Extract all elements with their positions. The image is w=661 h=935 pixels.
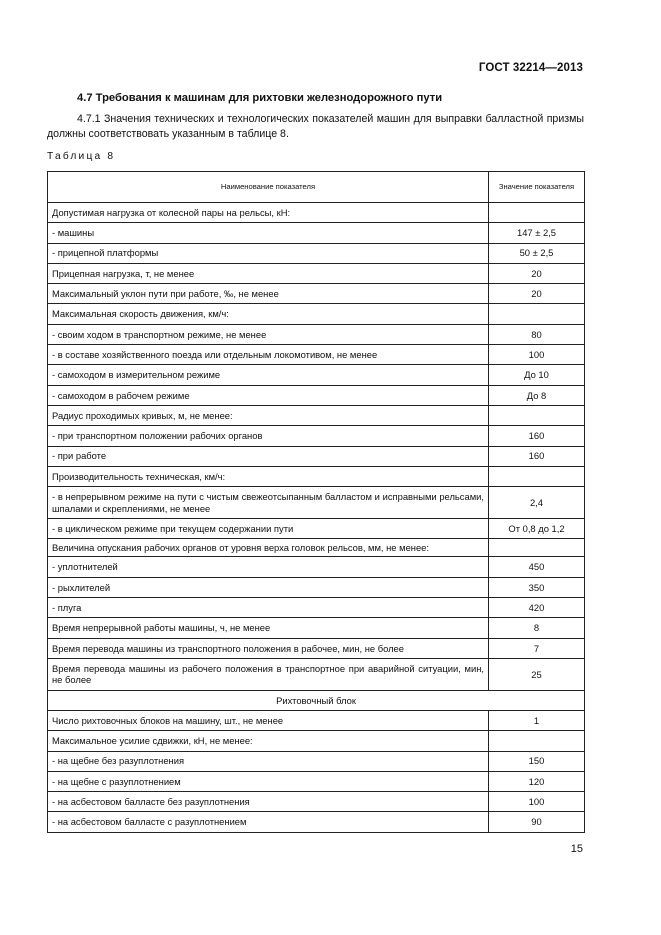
- row-value: 147 ± 2,5: [489, 223, 585, 243]
- row-name: - на щебне с разуплотнением: [48, 771, 489, 791]
- table-row: [48, 405, 585, 425]
- row-name: - при транспортном положении рабочих органов: [48, 426, 489, 446]
- row-name: - в составе хозяйственного поезда или отдельным локомотивом, не менее: [48, 345, 489, 365]
- table-row: [48, 598, 585, 618]
- table-row: [48, 324, 585, 344]
- table-row: [48, 519, 585, 539]
- table-row: [48, 203, 585, 223]
- row-name: - на щебне без разуплотнения: [48, 751, 489, 771]
- row-name: Производительность техническая, км/ч:: [48, 466, 489, 486]
- table-row: [48, 731, 585, 751]
- row-value: [489, 539, 585, 557]
- table-row: [48, 658, 585, 690]
- row-value: [489, 304, 585, 324]
- row-value: 150: [489, 751, 585, 771]
- row-name: Максимальная скорость движения, км/ч:: [48, 304, 489, 324]
- row-name: Время перевода машины из транспортного положения в рабочее, мин, не более: [48, 638, 489, 658]
- row-value: 20: [489, 263, 585, 283]
- standard-id: ГОСТ 32214—2013: [478, 62, 583, 74]
- row-name: - самоходом в рабочем режиме: [48, 385, 489, 405]
- table-body: [48, 203, 585, 833]
- table-row: [48, 751, 585, 771]
- row-name: Время непрерывной работы машины, ч, не менее: [48, 618, 489, 638]
- row-value: 2,4: [489, 487, 585, 519]
- table-header-row: [48, 172, 585, 203]
- table-section-row: [48, 690, 585, 710]
- row-name: - рыхлителей: [48, 577, 489, 597]
- table-row: [48, 771, 585, 791]
- table-row: [48, 243, 585, 263]
- row-value: [489, 731, 585, 751]
- row-name: - машины: [48, 223, 489, 243]
- row-value: 100: [489, 792, 585, 812]
- row-name: Максимальный уклон пути при работе, ‰, не менее: [48, 284, 489, 304]
- row-value: 25: [489, 658, 585, 690]
- row-name: - уплотнителей: [48, 557, 489, 577]
- row-value: 450: [489, 557, 585, 577]
- table-row: [48, 487, 585, 519]
- table-row: [48, 812, 585, 832]
- table-row: [48, 284, 585, 304]
- row-name: Прицепная нагрузка, т, не менее: [48, 263, 489, 283]
- table-row: [48, 466, 585, 486]
- table-row: [48, 710, 585, 730]
- row-value: 80: [489, 324, 585, 344]
- row-value: 1: [489, 710, 585, 730]
- row-value: 100: [489, 345, 585, 365]
- row-value: От 0,8 до 1,2: [489, 519, 585, 539]
- row-value: 160: [489, 446, 585, 466]
- row-name: - при работе: [48, 446, 489, 466]
- table-row: [48, 365, 585, 385]
- row-name: Радиус проходимых кривых, м, не менее:: [48, 405, 489, 425]
- row-value: 20: [489, 284, 585, 304]
- column-header-name: Наименование показателя: [48, 172, 489, 203]
- row-value: 420: [489, 598, 585, 618]
- column-header-value: Значение показателя: [489, 172, 585, 203]
- row-value: [489, 466, 585, 486]
- row-value: До 10: [489, 365, 585, 385]
- table-row: [48, 263, 585, 283]
- table-row: [48, 446, 585, 466]
- row-value: 350: [489, 577, 585, 597]
- table-row: [48, 385, 585, 405]
- table-row: [48, 426, 585, 446]
- row-value: 90: [489, 812, 585, 832]
- row-name: - самоходом в измерительном режиме: [48, 365, 489, 385]
- table-row: [48, 792, 585, 812]
- table-row: [48, 304, 585, 324]
- row-name: Максимальное усилие сдвижки, кН, не менее:: [48, 731, 489, 751]
- row-name: - на асбестовом балласте без разуплотнения: [48, 792, 489, 812]
- row-value: 7: [489, 638, 585, 658]
- section-heading: 4.7 Требования к машинам для рихтовки железнодорожного пути: [77, 92, 443, 104]
- table-row: [48, 577, 585, 597]
- table-row: [48, 539, 585, 557]
- row-name: - в циклическом режиме при текущем содержании пути: [48, 519, 489, 539]
- row-value: [489, 203, 585, 223]
- table-row: [48, 618, 585, 638]
- row-name: - на асбестовом балласте с разуплотнением: [48, 812, 489, 832]
- table-row: [48, 557, 585, 577]
- table-row: [48, 345, 585, 365]
- row-name: Время перевода машины из рабочего положения в транспортное при аварийной ситуации, мин, не более: [48, 658, 489, 690]
- section-paragraph: 4.7.1 Значения технических и технологических показателей машин для выправки балластной призмы должны соответствовать указанным в таблице 8.: [47, 113, 584, 140]
- table-row: [48, 638, 585, 658]
- requirements-table: [47, 171, 585, 833]
- row-value: 8: [489, 618, 585, 638]
- table-caption: Таблица 8: [47, 151, 116, 162]
- row-name: Величина опускания рабочих органов от уровня верха головок рельсов, мм, не менее:: [48, 539, 489, 557]
- page-number: 15: [570, 843, 583, 855]
- row-value: 120: [489, 771, 585, 791]
- row-value: 160: [489, 426, 585, 446]
- row-name: - прицепной платформы: [48, 243, 489, 263]
- row-name: Число рихтовочных блоков на машину, шт., не менее: [48, 710, 489, 730]
- row-name: Допустимая нагрузка от колесной пары на рельсы, кН:: [48, 203, 489, 223]
- row-value: 50 ± 2,5: [489, 243, 585, 263]
- row-name: - своим ходом в транспортном режиме, не менее: [48, 324, 489, 344]
- row-value: [489, 405, 585, 425]
- section-row-label: Рихтовочный блок: [48, 690, 585, 710]
- row-name: - в непрерывном режиме на пути с чистым свежеотсыпанным балластом и исправными рельсами, шпалами и скреплениями, не менее: [48, 487, 489, 519]
- row-name: - плуга: [48, 598, 489, 618]
- row-value: До 8: [489, 385, 585, 405]
- table-row: [48, 223, 585, 243]
